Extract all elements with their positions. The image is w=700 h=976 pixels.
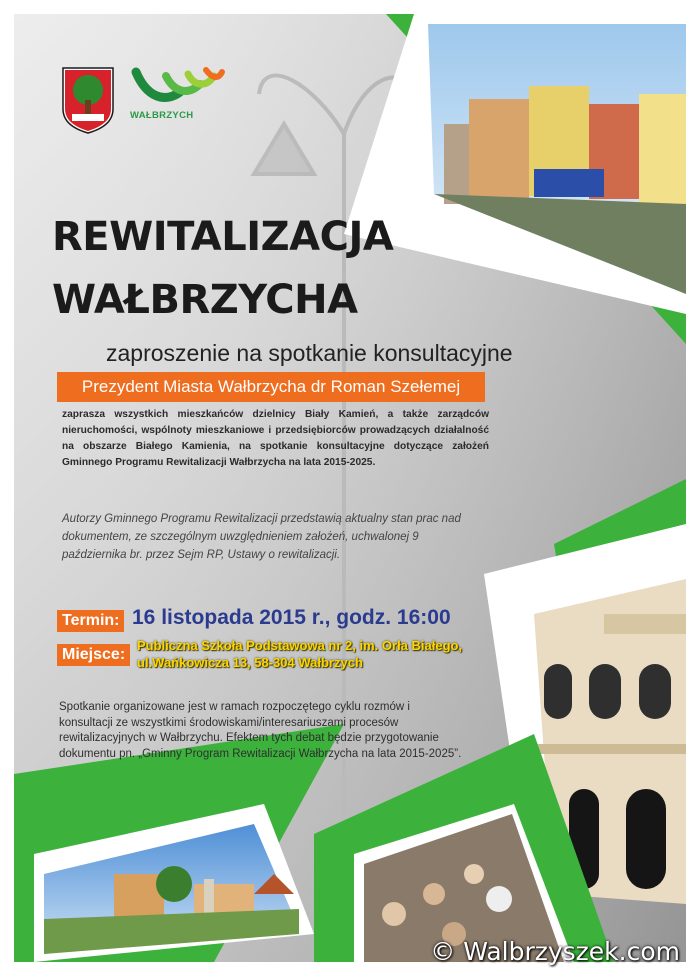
watermark: © Walbrzyszek.com	[430, 937, 680, 966]
headline-line-2: WAŁBRZYCHA	[52, 277, 358, 323]
mayor-name-bar: Prezydent Miasta Wałbrzycha dr Roman Szełemej	[57, 372, 485, 402]
background-graphics	[14, 14, 686, 962]
place-line-1: Publiczna Szkoła Podstawowa nr 2, im. Orła Białego,	[137, 638, 463, 653]
term-value: 16 listopada 2015 r., godz. 16:00	[132, 606, 451, 629]
place-label: Miejsce:	[57, 644, 130, 666]
term-label: Termin:	[57, 610, 124, 632]
closing-paragraph: Spotkanie organizowane jest w ramach rozpoczętego cyklu rozmów i konsultacji ze wszystkimi środowiskami/interesariuszami procesów rewitalizacyjnych w Wałbrzychu. Efektem tych debat będzie przygotowanie dokumentu pn. „Gminny Program Rewitalizacji Wałbrzycha na lata 2015-2025”.	[59, 701, 462, 760]
authors-text: Autorzy Gminnego Programu Rewitalizacji przedstawią aktualny stan prac nad dokumentem, ze szczególnym uwzględnieniem założeń, uchwalonej 9 października br. przez Sejm RP, Ustawy o rewitalizacji.	[62, 513, 461, 561]
coat-of-arms-icon	[63, 68, 113, 133]
invitation-text: zaprasza wszystkich mieszkańców dzielnicy Biały Kamień, a także zarządców nieruchomości, wspólnoty mieszkaniowe i przedsiębiorców prowadzących działalność na obszarze Białego Kamienia, na spotkanie konsultacyjne dotyczące założeń Gminnego Programu Rewitalizacji Wałbrzycha na lata 2015-2025.	[62, 409, 489, 468]
city-wordmark: WAŁBRZYCH	[130, 110, 194, 121]
headline-subtitle: zaproszenie na spotkanie konsultacyjne	[106, 340, 513, 366]
headline-line-1: REWITALIZACJA	[52, 214, 394, 260]
place-line-2: ul.Wańkowicza 13, 58-304 Wałbrzych	[137, 655, 363, 670]
poster	[14, 14, 686, 962]
